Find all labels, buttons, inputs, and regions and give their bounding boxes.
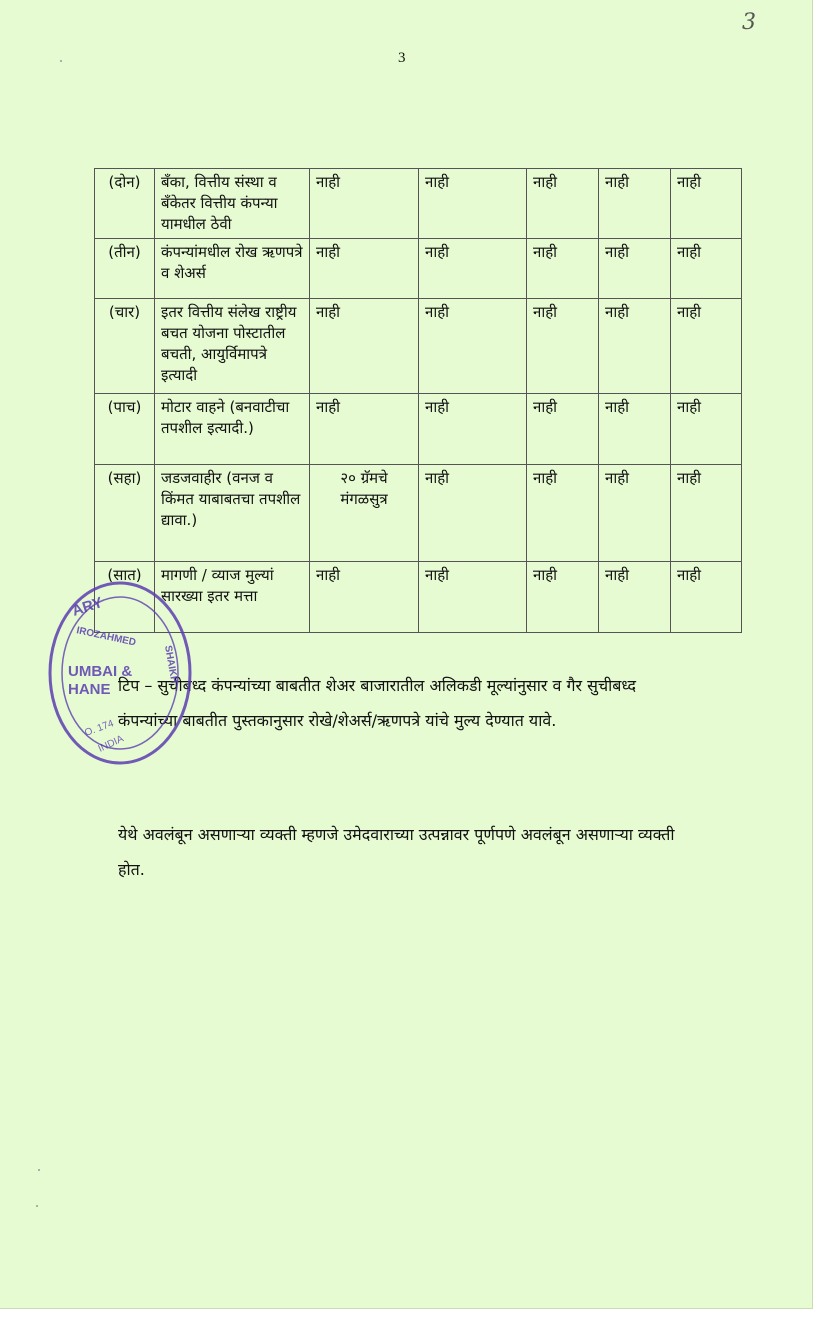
row-value: नाही bbox=[310, 562, 419, 633]
row-value: नाही bbox=[310, 169, 419, 239]
row-value: नाही bbox=[419, 169, 527, 239]
row-value: २० ग्रॅमचे मंगळसुत्र bbox=[310, 465, 419, 562]
speck bbox=[60, 60, 62, 62]
table-row bbox=[95, 465, 742, 562]
svg-text:IROZAHMED: IROZAHMED bbox=[75, 625, 137, 649]
row-value: नाही bbox=[310, 299, 419, 394]
svg-text:HANE: HANE bbox=[68, 681, 111, 698]
assets-table bbox=[94, 168, 742, 633]
row-value: नाही bbox=[671, 169, 742, 239]
svg-text:SHAIKH: SHAIKH bbox=[162, 644, 180, 685]
speck bbox=[38, 1169, 40, 1171]
table-row bbox=[95, 299, 742, 394]
row-value: नाही bbox=[310, 239, 419, 299]
listing-valuation-note: टिप – सुचीबध्द कंपन्यांच्या बाबतीत शेअर बाजारातील अलिकडी मूल्यांनुसार व गैर सुचीबध्द कंपन्यांच्या बाबतीत पुस्तकानुसार रोखे/शेअर्स/ऋणपत्रे यांचे मुल्य देण्यात यावे. bbox=[118, 676, 636, 730]
row-value: नाही bbox=[599, 394, 671, 465]
row-value: नाही bbox=[599, 169, 671, 239]
svg-text:UMBAI &: UMBAI & bbox=[68, 663, 133, 680]
row-value: नाही bbox=[527, 394, 599, 465]
row-value: नाही bbox=[599, 239, 671, 299]
row-value: नाही bbox=[419, 239, 527, 299]
row-value: नाही bbox=[419, 394, 527, 465]
row-value: नाही bbox=[527, 562, 599, 633]
table-row bbox=[95, 239, 742, 299]
row-value: नाही bbox=[310, 394, 419, 465]
row-serial: (सात) bbox=[95, 562, 155, 633]
row-value: नाही bbox=[599, 299, 671, 394]
row-value: नाही bbox=[419, 299, 527, 394]
row-description: मागणी / व्याज मुल्यां सारख्या इतर मत्ता bbox=[155, 562, 310, 633]
row-description: इतर वित्तीय संलेख राष्ट्रीय बचत योजना पोस्टातील बचती, आयुर्विमापत्रे इत्यादी bbox=[155, 299, 310, 394]
row-value: नाही bbox=[527, 299, 599, 394]
table-row bbox=[95, 169, 742, 239]
row-value: नाही bbox=[527, 169, 599, 239]
svg-text:INDIA: INDIA bbox=[96, 733, 126, 755]
row-description: मोटार वाहने (बनवाटीचा तपशील इत्यादी.) bbox=[155, 394, 310, 465]
table-row bbox=[95, 562, 742, 633]
row-value: नाही bbox=[527, 465, 599, 562]
row-serial: (पाच) bbox=[95, 394, 155, 465]
row-serial: (दोन) bbox=[95, 169, 155, 239]
row-description: बॅंका, वित्तीय संस्था व बॅंकेतर वित्तीय कंपन्या यामधील ठेवी bbox=[155, 169, 310, 239]
row-value: नाही bbox=[671, 239, 742, 299]
svg-text:ARY: ARY bbox=[69, 594, 105, 620]
row-serial: (तीन) bbox=[95, 239, 155, 299]
speck bbox=[36, 1205, 38, 1207]
table-row bbox=[95, 394, 742, 465]
row-value: नाही bbox=[671, 465, 742, 562]
row-value: नाही bbox=[419, 465, 527, 562]
page-number: 3 bbox=[398, 50, 406, 66]
row-value: नाही bbox=[599, 465, 671, 562]
row-serial: (सहा) bbox=[95, 465, 155, 562]
row-description: जडजवाहीर (वनज व किंमत याबाबतचा तपशील द्यावा.) bbox=[155, 465, 310, 562]
row-value: नाही bbox=[527, 239, 599, 299]
row-value: नाही bbox=[671, 299, 742, 394]
dependents-definition-note: येथे अवलंबून असणाऱ्या व्यक्ती म्हणजे उमेदवाराच्या उत्पन्नावर पूर्णपणे अवलंबून असणाऱ्या व्यक्ती होत. bbox=[118, 825, 675, 879]
handwritten-page-number: 3 bbox=[742, 10, 756, 35]
svg-text:O. 174: O. 174 bbox=[83, 718, 116, 739]
row-description: कंपन्यांमधील रोख ऋणपत्रे व शेअर्स bbox=[155, 239, 310, 299]
row-value: नाही bbox=[599, 562, 671, 633]
row-serial: (चार) bbox=[95, 299, 155, 394]
row-value: नाही bbox=[419, 562, 527, 633]
row-value: नाही bbox=[671, 394, 742, 465]
row-value: नाही bbox=[671, 562, 742, 633]
